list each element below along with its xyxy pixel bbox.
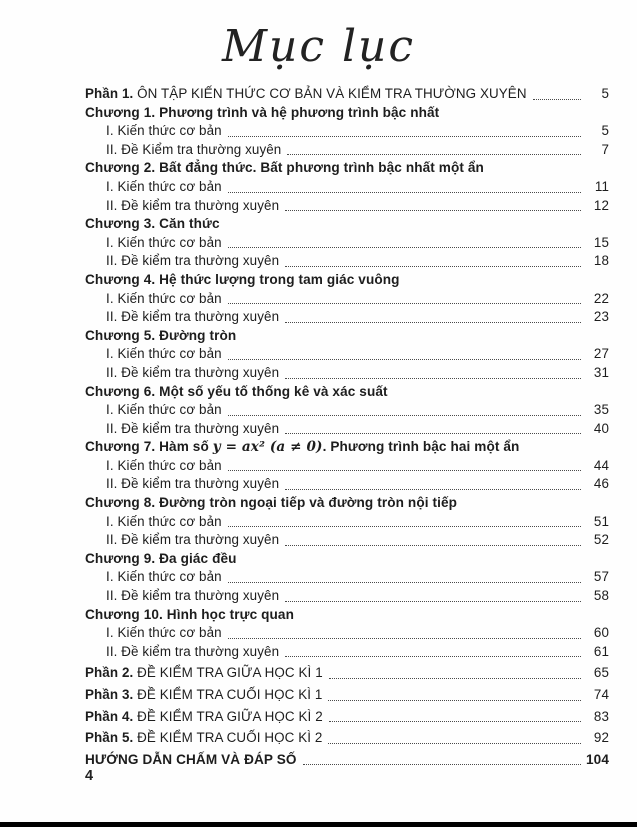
dot-leader: [228, 303, 581, 304]
toc-entry-page: 52: [593, 532, 609, 548]
toc-entry-page: 23: [593, 309, 609, 325]
dot-leader: [303, 764, 581, 765]
toc-entry: [85, 271, 609, 290]
dot-leader: [285, 322, 581, 323]
math-formula: y = ax² (a ≠ 0): [212, 439, 323, 456]
toc-entry: [85, 531, 609, 550]
dot-leader: [285, 545, 581, 546]
dot-leader: [285, 266, 581, 267]
toc-entry-label: Chương 5.: [85, 327, 160, 343]
toc-entry-text: II. Đề kiểm tra thường xuyên: [106, 197, 280, 213]
toc-entry-label: Phần 3.: [85, 687, 138, 702]
toc-entry-page: 92: [593, 730, 609, 746]
toc-list: [85, 85, 609, 769]
toc-entry-text: I. Kiến thức cơ bản: [106, 625, 222, 641]
toc-entry-text: I. Kiến thức cơ bản: [106, 402, 222, 418]
toc-entry-text: Phần 1. ÔN TẬP KIẾN THỨC CƠ BẢN VÀ KIỂM TRA THƯỜNG XUYÊN: [85, 86, 527, 101]
toc-entry: [85, 751, 609, 770]
dot-leader: [228, 638, 581, 639]
toc-entry-text: I. Kiến thức cơ bản: [106, 569, 222, 585]
toc-entry-text: II. Đề kiểm tra thường xuyên: [106, 420, 280, 436]
toc-entry: [85, 708, 609, 727]
toc-entry-text: Chương 8. Đường tròn ngoại tiếp và đường tròn nội tiếp: [85, 495, 458, 511]
toc-entry-text: HƯỚNG DẪN CHẤM VÀ ĐÁP SỐ: [85, 751, 297, 767]
toc-entry: [85, 215, 609, 234]
toc-entry-page: 40: [593, 420, 609, 436]
toc-entry-page: 18: [593, 253, 609, 269]
toc-entry: [85, 159, 609, 178]
toc-entry: [85, 122, 609, 141]
toc-entry-label: Phần 2.: [85, 665, 138, 681]
toc-entry: [85, 729, 609, 748]
toc-entry-page: 11: [594, 178, 609, 194]
toc-entry: [85, 364, 609, 383]
dot-leader: [328, 700, 581, 701]
toc-entry-label: Chương 8.: [85, 495, 160, 511]
page-number: 4: [85, 768, 94, 784]
toc-entry-page: 22: [593, 290, 609, 306]
toc-entry-text: Phần 3. ĐỀ KIỂM TRA CUỐI HỌC KÌ 1: [85, 687, 323, 702]
toc-entry: [85, 252, 609, 271]
toc-entry-label: Chương 4.: [85, 271, 160, 287]
toc-entry: [85, 457, 609, 476]
toc-entry: [85, 513, 609, 532]
toc-entry: [85, 686, 609, 705]
dot-leader: [328, 743, 581, 744]
toc-entry-page: 58: [593, 588, 609, 604]
toc-entry-label: Chương 10.: [85, 606, 167, 622]
toc-entry-text: Chương 6. Một số yếu tố thống kê và xác suất: [85, 383, 388, 399]
toc-entry-text: Chương 9. Đa giác đều: [85, 550, 237, 566]
toc-entry-text-part: . Phương trình bậc hai một ẩn: [322, 439, 520, 455]
dot-leader: [228, 359, 581, 360]
toc-entry-text: II. Đề kiểm tra thường xuyên: [106, 643, 280, 659]
toc-entry: [85, 234, 609, 253]
dot-leader: [228, 136, 581, 137]
dot-leader: [329, 678, 581, 679]
toc-entry-label: Phần 5.: [85, 730, 138, 746]
toc-entry-label: Chương 7.: [85, 439, 160, 455]
toc-entry-page: 83: [593, 708, 609, 724]
toc-entry-text: Chương 1. Phương trình và hệ phương trình bậc nhất: [85, 104, 440, 120]
page-title: Mục lục: [221, 21, 416, 72]
toc-entry-page: 61: [593, 643, 609, 659]
dot-leader: [533, 99, 581, 100]
dot-leader: [285, 601, 581, 602]
toc-entry-text: Chương 10. Hình học trực quan: [85, 606, 294, 622]
toc-entry: [85, 104, 609, 123]
toc-entry-text: I. Kiến thức cơ bản: [106, 178, 222, 194]
dot-leader: [285, 433, 581, 434]
toc-entry-page: 65: [593, 665, 609, 681]
toc-entry-text: Chương 3. Căn thức: [85, 216, 220, 232]
toc-entry: [85, 197, 609, 216]
toc-entry-page: 7: [601, 141, 609, 157]
toc-entry-text: II. Đề kiểm tra thường xuyên: [106, 364, 280, 380]
toc-entry-text: II. Đề kiểm tra thường xuyên: [106, 253, 280, 269]
toc-entry-text: Chương 2. Bất đẳng thức. Bất phương trình bậc nhất một ẩn: [85, 160, 484, 176]
toc-entry-label: Chương 3.: [85, 216, 160, 232]
toc-entry-text: II. Đề kiểm tra thường xuyên: [106, 476, 280, 492]
dot-leader: [285, 656, 581, 657]
toc-entry: [85, 178, 609, 197]
toc-entry-page: 51: [593, 513, 609, 529]
dot-leader: [329, 721, 581, 722]
toc-entry: [85, 606, 609, 625]
scan-bottom-bar: [0, 822, 637, 827]
toc-entry-page: 5: [601, 86, 609, 101]
toc-entry-text: II. Đề kiểm tra thường xuyên: [106, 309, 280, 325]
toc-entry-page: 15: [593, 234, 609, 250]
dot-leader: [228, 247, 581, 248]
toc-entry-label: Phần 4.: [85, 708, 138, 724]
toc-entry-page: 31: [593, 364, 609, 380]
dot-leader: [285, 378, 581, 379]
toc-entry-text: Phần 2. ĐỀ KIỂM TRA GIỮA HỌC KÌ 1: [85, 665, 323, 681]
toc-entry: [85, 624, 609, 643]
toc-entry-page: 57: [593, 569, 609, 585]
toc-entry: [85, 550, 609, 569]
toc-entry-page: 104: [586, 751, 609, 767]
toc-entry: [85, 85, 609, 104]
dot-leader: [228, 582, 581, 583]
toc-entry: [85, 327, 609, 346]
toc-entry: [85, 438, 609, 457]
toc-entry-page: 35: [593, 402, 609, 418]
dot-leader: [228, 526, 581, 527]
toc-entry-text: [85, 438, 519, 457]
toc-entry-text: Phần 5. ĐỀ KIỂM TRA CUỐI HỌC KÌ 2: [85, 730, 323, 746]
toc-entry-label: Chương 9.: [85, 550, 160, 566]
dot-leader: [228, 470, 581, 471]
toc-entry: [85, 587, 609, 606]
toc-entry-text-part: Hàm số: [159, 439, 213, 455]
toc-entry: [85, 494, 609, 513]
toc-entry-page: 27: [593, 346, 609, 362]
toc-entry-page: 74: [593, 687, 609, 702]
dot-leader: [285, 210, 581, 211]
toc-entry-label: Phần 1.: [85, 86, 138, 101]
toc-entry-page: 60: [593, 625, 609, 641]
toc-entry: [85, 383, 609, 402]
toc-entry: [85, 345, 609, 364]
toc-entry: [85, 141, 609, 160]
toc-entry: [85, 643, 609, 662]
toc-entry-text: I. Kiến thức cơ bản: [106, 346, 222, 362]
toc-entry-text: I. Kiến thức cơ bản: [106, 123, 222, 139]
toc-entry-page: 44: [593, 457, 609, 473]
toc-entry: [85, 420, 609, 439]
toc-entry-label: Chương 6.: [85, 383, 160, 399]
toc-entry-label: Chương 1.: [85, 104, 160, 120]
toc-entry-text: I. Kiến thức cơ bản: [106, 457, 222, 473]
toc-entry-label: Chương 2.: [85, 160, 160, 176]
dot-leader: [285, 489, 581, 490]
dot-leader: [228, 192, 581, 193]
toc-entry-text: I. Kiến thức cơ bản: [106, 513, 222, 529]
toc-entry: [85, 475, 609, 494]
toc-entry-page: 12: [593, 197, 609, 213]
toc-entry-text: I. Kiến thức cơ bản: [106, 290, 222, 306]
dot-leader: [287, 154, 581, 155]
toc-entry-text: II. Đề kiểm tra thường xuyên: [106, 532, 280, 548]
toc-entry-text: Chương 4. Hệ thức lượng trong tam giác vuông: [85, 271, 400, 287]
toc-entry: [85, 568, 609, 587]
toc-entry-text: Chương 5. Đường tròn: [85, 327, 237, 343]
toc-entry: [85, 308, 609, 327]
toc-entry-text: Phần 4. ĐỀ KIỂM TRA GIỮA HỌC KÌ 2: [85, 708, 323, 724]
dot-leader: [228, 415, 581, 416]
toc-entry-page: 5: [601, 123, 609, 139]
toc-entry: [85, 664, 609, 683]
toc-entry: [85, 401, 609, 420]
toc-entry-text: II. Đề kiểm tra thường xuyên: [106, 588, 280, 604]
toc-entry-text: I. Kiến thức cơ bản: [106, 234, 222, 250]
toc-entry-page: 46: [593, 476, 609, 492]
toc-entry-text: II. Đề Kiểm tra thường xuyên: [106, 141, 282, 157]
toc-entry: [85, 290, 609, 309]
